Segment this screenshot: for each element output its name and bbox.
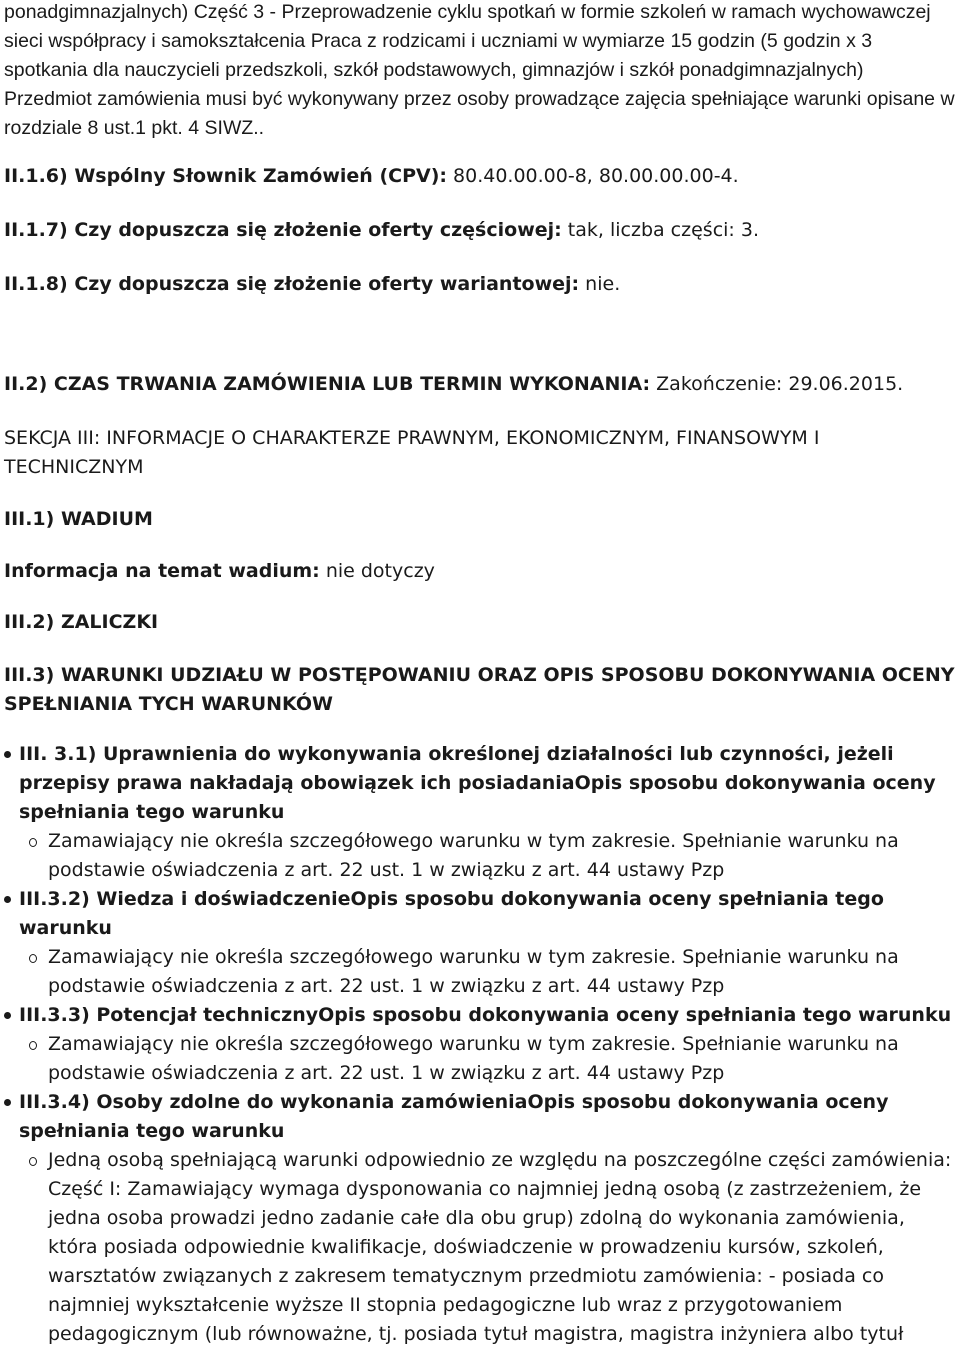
variant-offer-label: II.1.8) Czy dopuszcza się złożenie oferty wariantowej:: [4, 273, 580, 295]
condition-item: [0, 740, 960, 885]
wadium-heading: [4, 505, 956, 534]
condition-detail: Zamawiający nie określa szczegółowego warunku w tym zakresie. Spełnianie warunku na podstawie oświadczenia z art. 22 ust. 1 w związku z art. 44 ustawy Pzp: [19, 827, 960, 885]
condition-title: III.3.4) Osoby zdolne do wykonania zamówieniaOpis sposobu dokonywania oceny spełniania tego warunku: [19, 1091, 889, 1142]
section3-title: SEKCJA III: INFORMACJE O CHARAKTERZE PRAWNYM, EKONOMICZNYM, FINANSOWYM I TECHNICZNYM: [4, 427, 820, 478]
wadium-info-label: Informacja na temat wadium:: [4, 560, 320, 582]
zaliczki-heading: [4, 608, 956, 637]
zaliczki-heading-text: III.2) ZALICZKI: [4, 611, 159, 633]
variant-offer-value: nie.: [579, 273, 621, 295]
condition-title: III.3.2) Wiedza i doświadczenieOpis sposobu dokonywania oceny spełniania tego warunku: [19, 888, 884, 939]
intro-paragraph: ponadgimnazjalnych) Część 3 - Przeprowadzenie cyklu spotkań w formie szkoleń w ramach wychowawczej sieci współpracy i samokształcenia Praca z rodzicami i uczniami w wymiarze 15 godzin (5 godzin x 3 spotkania dla nauczycieli przedszkoli, szkół podstawowych, gimnazjów i szkół ponadgimnazjalnych) Przedmiot zamówienia musi być wykonywany przez osoby prowadzące zajęcia spełniające warunki opisane w rozdziale 8 ust.1 pkt. 4 SIWZ..: [4, 1, 955, 139]
condition-detail: Jedną osobą spełniającą warunki odpowiednio ze względu na poszczególne części zamówienia: Część I: Zamawiający wymaga dysponowania co najmniej jedną osobą (z zastrzeżeniem, że jedna osoba prowadzi jedno zadanie całe dla obu grup) zdolną do wykonania zamówienia, która posiada odpowiednie kwalifikacje, doświadczenie w prowadzeniu kursów, szkoleń, warsztatów związanych z zakresem tematycznym przedmiotu zamówienia: - posiada co najmniej wykształcenie wyższe II stopnia pedagogiczne lub wraz z przygotowaniem pedagogicznym (lub równoważne, tj. posiada tytuł magistra, magistra inżyniera albo tytuł: [19, 1146, 960, 1349]
cpv-value: 80.40.00.00-8, 80.00.00.00-4.: [446, 165, 739, 187]
condition-detail: Zamawiający nie określa szczegółowego warunku w tym zakresie. Spełnianie warunku na podstawie oświadczenia z art. 22 ust. 1 w związku z art. 44 ustawy Pzp: [19, 943, 960, 1001]
condition-item: [0, 1001, 960, 1088]
conditions-heading: [4, 661, 956, 719]
cpv-line: [4, 162, 956, 191]
partial-offer-line: [4, 216, 956, 245]
condition-detail: Zamawiający nie określa szczegółowego warunku w tym zakresie. Spełnianie warunku na podstawie oświadczenia z art. 22 ust. 1 w związku z art. 44 ustawy Pzp: [19, 1030, 960, 1088]
cpv-label: II.1.6) Wspólny Słownik Zamówień (CPV):: [4, 165, 447, 187]
partial-offer-label: II.1.7) Czy dopuszcza się złożenie oferty częściowej:: [4, 219, 562, 241]
duration-line: [4, 370, 956, 399]
condition-title: III.3.3) Potencjał technicznyOpis sposobu dokonywania oceny spełniania tego warunku: [19, 1004, 952, 1026]
condition-item: [0, 885, 960, 1001]
condition-detail-list: [19, 1030, 960, 1088]
partial-offer-value: tak, liczba części: 3.: [561, 219, 759, 241]
condition-detail-list: [19, 827, 960, 885]
wadium-info-value: nie dotyczy: [319, 560, 435, 582]
wadium-info-line: [4, 557, 956, 586]
duration-value: Zakończenie: 29.06.2015.: [650, 373, 904, 395]
condition-detail-list: [19, 943, 960, 1001]
variant-offer-line: [4, 270, 956, 299]
conditions-list: [0, 740, 960, 1349]
wadium-heading-text: III.1) WADIUM: [4, 508, 153, 530]
condition-item: [0, 1088, 960, 1349]
conditions-heading-text: III.3) WARUNKI UDZIAŁU W POSTĘPOWANIU ORAZ OPIS SPOSOBU DOKONYWANIA OCENY SPEŁNIANIA TYCH WARUNKÓW: [4, 664, 955, 715]
duration-label: II.2) CZAS TRWANIA ZAMÓWIENIA LUB TERMIN WYKONANIA:: [4, 373, 651, 395]
condition-title: III. 3.1) Uprawnienia do wykonywania określonej działalności lub czynności, jeżeli przepisy prawa nakładają obowiązek ich posiadaniaOpis sposobu dokonywania oceny spełniania tego warunku: [19, 743, 936, 823]
condition-detail-list: [19, 1146, 960, 1349]
